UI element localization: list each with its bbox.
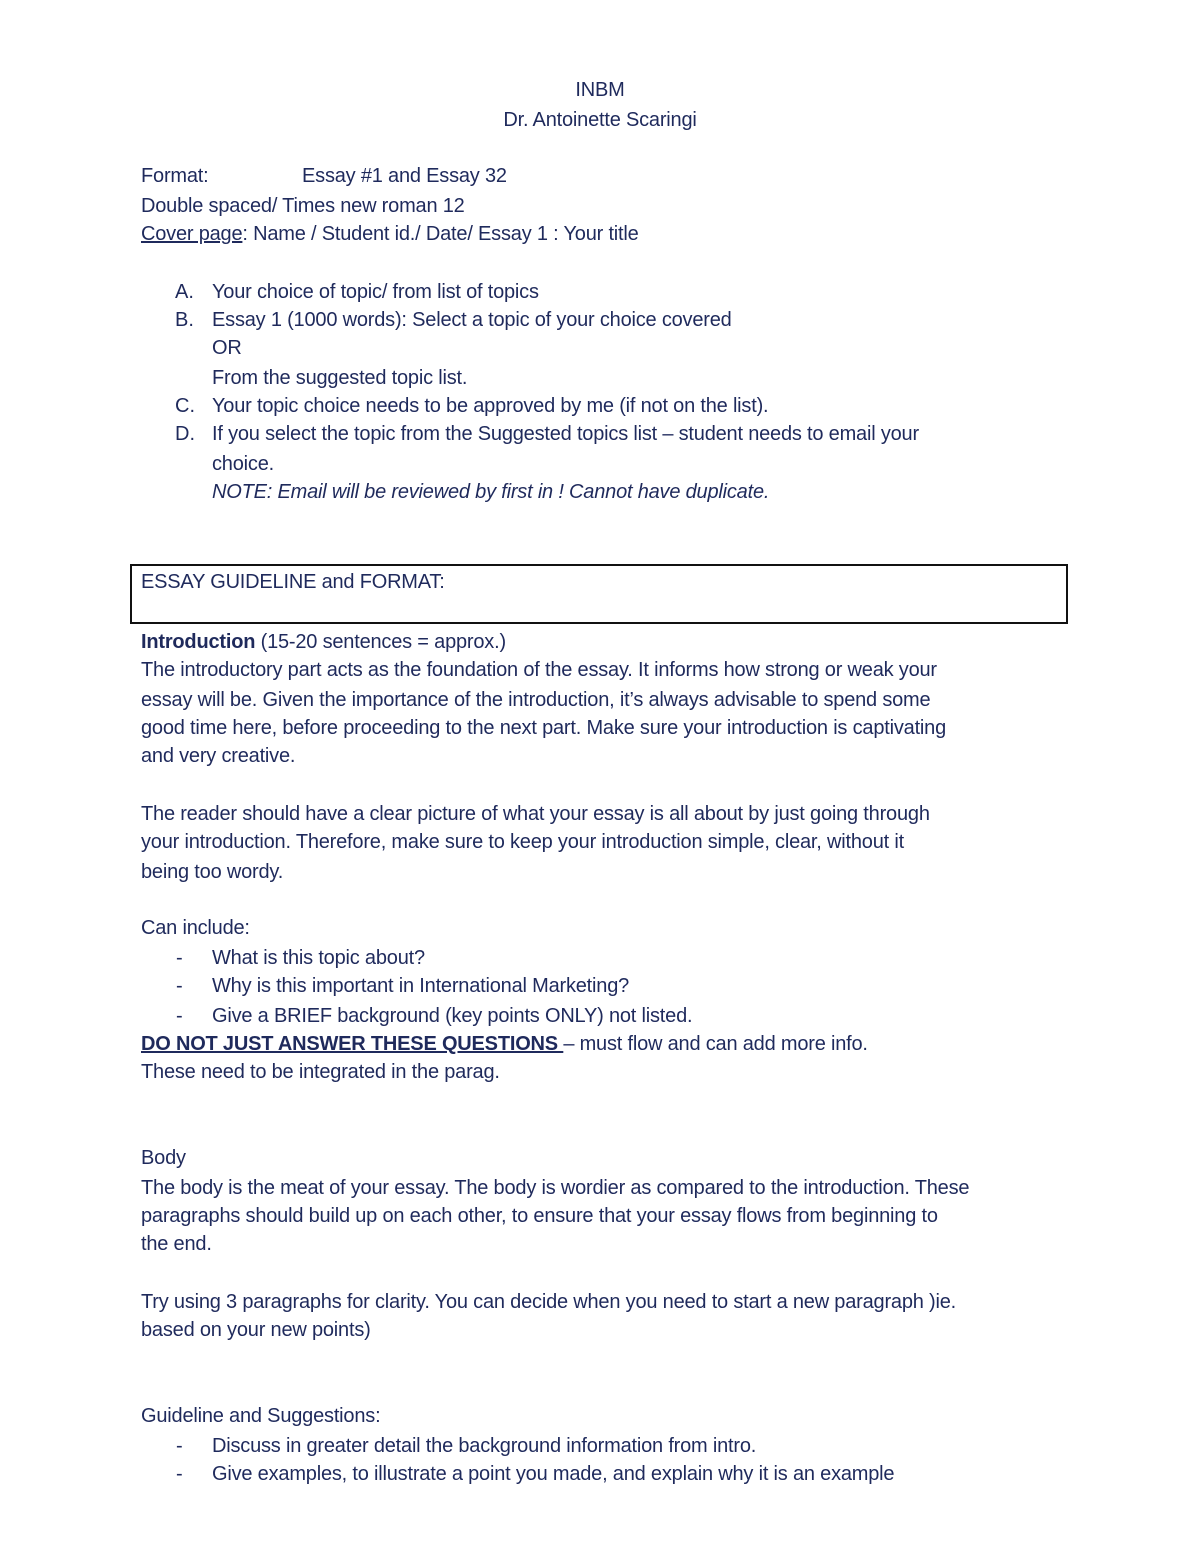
can-include-label: Can include: [141, 917, 250, 939]
intro-paragraph-2-line-3: being too wordy. [141, 861, 284, 883]
bullet-dash: - [176, 975, 183, 997]
note-line: NOTE: Email will be reviewed by first in ! Cannot have duplicate. [212, 481, 770, 503]
intro-paragraph-2-line-1: The reader should have a clear picture of what your essay is all about by just going through [141, 803, 930, 825]
introduction-heading-note: (15-20 sentences = approx.) [255, 631, 506, 653]
include-item-3: Give a BRIEF background (key points ONLY) not listed. [212, 1005, 693, 1027]
body-paragraph-1-line-2: paragraphs should build up on each other, to ensure that your essay flows from beginning to [141, 1205, 938, 1227]
bullet-dash: - [176, 1005, 183, 1027]
list-item-c: Your topic choice needs to be approved by me (if not on the list). [212, 395, 769, 417]
bullet-dash: - [176, 1463, 183, 1485]
format-label: Format: [141, 165, 209, 187]
guideline-item-2: Give examples, to illustrate a point you made, and explain why it is an example [212, 1463, 895, 1485]
guideline-box-title: ESSAY GUIDELINE and FORMAT: [141, 571, 445, 593]
warning-line [141, 1030, 868, 1058]
list-item-b-from: From the suggested topic list. [212, 367, 468, 389]
bullet-dash: - [176, 947, 183, 969]
intro-paragraph-2-line-2: your introduction. Therefore, make sure to keep your introduction simple, clear, without it [141, 831, 904, 853]
spacing-line: Double spaced/ Times new roman 12 [141, 195, 465, 217]
guideline-item-1: Discuss in greater detail the background information from intro. [212, 1435, 757, 1457]
list-mark-a: A. [175, 281, 194, 303]
cover-page-value: : Name / Student id./ Date/ Essay 1 : Your title [242, 223, 639, 245]
document-title: INBM [575, 79, 625, 101]
warning-rest: – must flow and can add more info. [563, 1033, 868, 1055]
body-heading: Body [141, 1147, 186, 1169]
list-mark-b: B. [175, 309, 194, 331]
include-item-1: What is this topic about? [212, 947, 425, 969]
list-item-b: Essay 1 (1000 words): Select a topic of your choice covered [212, 309, 732, 331]
intro-paragraph-1-line-3: good time here, before proceeding to the next part. Make sure your introduction is captivating [141, 717, 947, 739]
list-item-b-or: OR [212, 337, 242, 359]
list-mark-d: D. [175, 423, 195, 445]
list-mark-c: C. [175, 395, 195, 417]
list-item-d: If you select the topic from the Suggested topics list – student needs to email your [212, 423, 919, 445]
intro-paragraph-1-line-2: essay will be. Given the importance of the introduction, it’s always advisable to spend some [141, 689, 931, 711]
body-paragraph-1-line-3: the end. [141, 1233, 212, 1255]
author-name: Dr. Antoinette Scaringi [503, 109, 697, 131]
cover-page-label: Cover page [141, 223, 243, 245]
body-paragraph-2-line-2: based on your new points) [141, 1319, 371, 1341]
guideline-heading: Guideline and Suggestions: [141, 1405, 381, 1427]
body-paragraph-2-line-1: Try using 3 paragraphs for clarity. You can decide when you need to start a new paragraph )ie. [141, 1291, 957, 1313]
introduction-heading: Introduction [141, 631, 256, 653]
warning-text: DO NOT JUST ANSWER THESE QUESTIONS [141, 1033, 564, 1055]
format-line [141, 162, 209, 190]
list-item-d-cont: choice. [212, 453, 274, 475]
list-item-a: Your choice of topic/ from list of topics [212, 281, 539, 303]
intro-paragraph-1-line-4: and very creative. [141, 745, 296, 767]
include-item-2: Why is this important in International Marketing? [212, 975, 630, 997]
body-paragraph-1-line-1: The body is the meat of your essay. The body is wordier as compared to the introduction. These [141, 1177, 970, 1199]
integrated-line: These need to be integrated in the parag. [141, 1061, 500, 1083]
intro-paragraph-1-line-1: The introductory part acts as the foundation of the essay. It informs how strong or weak your [141, 659, 937, 681]
bullet-dash: - [176, 1435, 183, 1457]
format-value: Essay #1 and Essay 32 [302, 165, 507, 187]
introduction-heading-line [141, 628, 506, 656]
cover-page-line [141, 220, 639, 248]
